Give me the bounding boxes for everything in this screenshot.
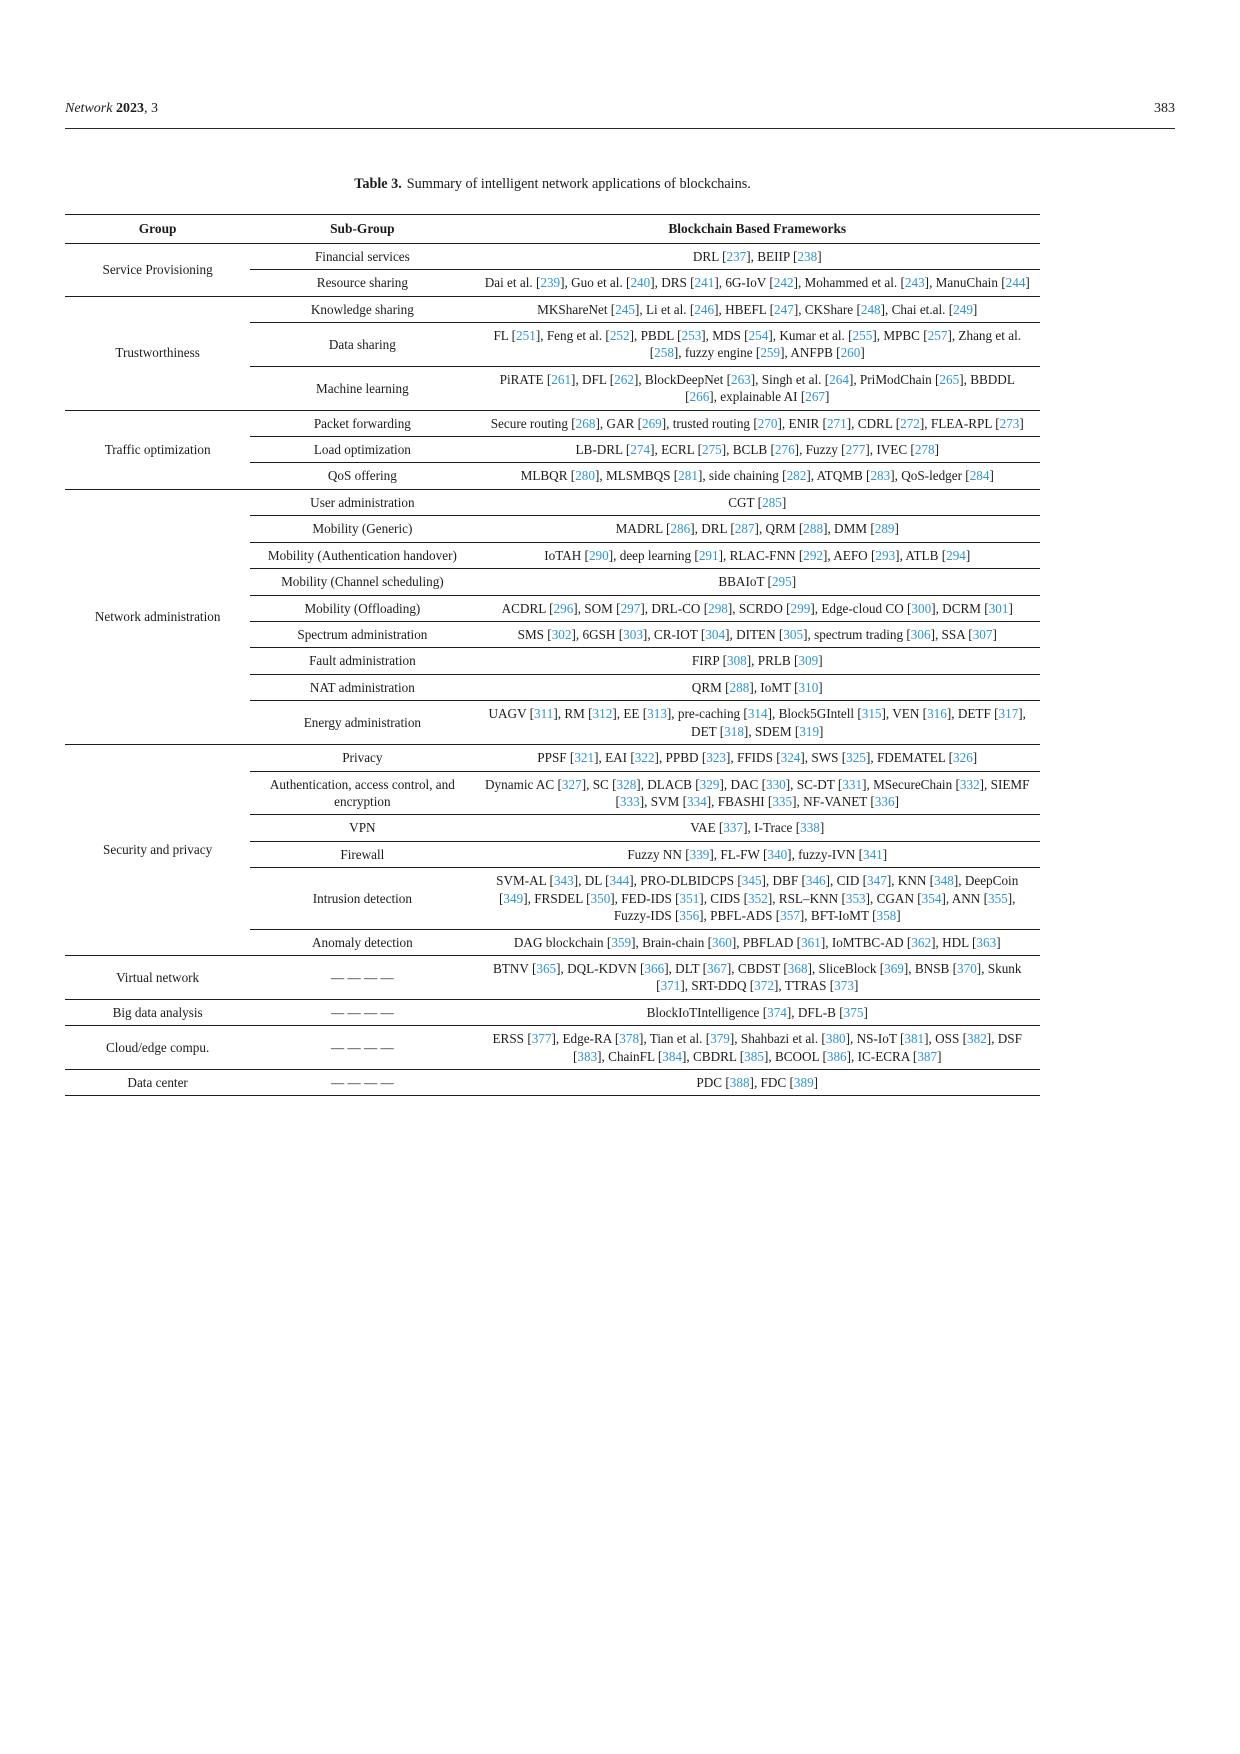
citation-link[interactable]: 356 bbox=[679, 908, 700, 924]
subgroup-cell: Privacy bbox=[250, 745, 474, 771]
citation-link[interactable]: 290 bbox=[588, 547, 609, 563]
citation-link[interactable]: 389 bbox=[793, 1075, 814, 1091]
citation-link[interactable]: 287 bbox=[734, 521, 755, 537]
citation-link[interactable]: 360 bbox=[712, 934, 732, 950]
frameworks-cell: FL [251], Feng et al. [252], PBDL [253], MDS [254], Kumar et al. [255], MPBC [257], Zhang et al. [258], fuzzy engine [259], ANFPB [260] bbox=[475, 322, 1041, 366]
summary-table bbox=[65, 214, 1040, 1096]
subgroup-cell: Mobility (Channel scheduling) bbox=[250, 569, 474, 595]
citation-link[interactable]: 321 bbox=[574, 750, 595, 766]
citation-link[interactable]: 332 bbox=[959, 776, 980, 792]
citation-link[interactable]: 319 bbox=[799, 723, 820, 739]
citation-link[interactable]: 305 bbox=[783, 627, 804, 643]
citation-link[interactable]: 270 bbox=[757, 415, 778, 431]
table-caption bbox=[65, 176, 1040, 193]
frameworks-cell: DAG blockchain [359], Brain-chain [360], PBFLAD [361], IoMTBC-AD [362], HDL [363] bbox=[475, 929, 1041, 955]
subgroup-cell: Firewall bbox=[250, 841, 474, 867]
group-cell: Trustworthiness bbox=[65, 296, 250, 410]
citation-link[interactable]: 362 bbox=[911, 934, 932, 950]
citation-link[interactable]: 377 bbox=[531, 1031, 552, 1047]
frameworks-cell: MLBQR [280], MLSMBQS [281], side chaining [282], ATQMB [283], QoS-ledger [284] bbox=[475, 463, 1041, 489]
citation-link[interactable]: 381 bbox=[904, 1031, 925, 1047]
citation-link[interactable]: 248 bbox=[860, 301, 881, 317]
citation-link[interactable]: 299 bbox=[790, 600, 811, 616]
citation-link[interactable]: 249 bbox=[953, 301, 973, 317]
citation-link[interactable]: 379 bbox=[710, 1031, 730, 1047]
citation-link[interactable]: 281 bbox=[678, 468, 698, 484]
citation-link[interactable]: 318 bbox=[724, 723, 744, 739]
table-row bbox=[65, 296, 1040, 322]
subgroup-cell: Packet forwarding bbox=[250, 410, 474, 436]
frameworks-cell: SVM-AL [343], DL [344], PRO-DLBIDCPS [345], DBF [346], CID [347], KNN [348], DeepCoin [349], FRSDEL [350], FED-IDS [351], CIDS [352], RSL–KNN [353], CGAN [354], ANN [355], Fuzzy-IDS [356], PBFL-ADS [357], BFT-IoMT [358] bbox=[475, 868, 1041, 929]
citation-link[interactable]: 334 bbox=[686, 793, 707, 809]
group-cell: Cloud/edge compu. bbox=[65, 1026, 250, 1070]
citation-link[interactable]: 263 bbox=[730, 371, 751, 387]
subgroup-cell: Intrusion detection bbox=[250, 868, 474, 929]
citation-link[interactable]: 309 bbox=[798, 653, 819, 669]
citation-link[interactable]: 304 bbox=[705, 627, 726, 643]
journal-year: 2023 bbox=[115, 101, 144, 116]
citation-link[interactable]: 269 bbox=[641, 415, 662, 431]
table-row bbox=[65, 243, 1040, 269]
citation-link[interactable]: 298 bbox=[708, 600, 728, 616]
citation-link[interactable]: 333 bbox=[619, 793, 640, 809]
table-wrapper bbox=[65, 214, 1040, 1096]
subgroup-cell: Authentication, access control, and encryption bbox=[250, 771, 474, 815]
frameworks-cell: Dynamic AC [327], SC [328], DLACB [329], DAC [330], SC-DT [331], MSecureChain [332], SIEMF [333], SVM [334], FBASHI [335], NF-VANET [336] bbox=[475, 771, 1041, 815]
citation-link[interactable]: 271 bbox=[826, 415, 847, 431]
citation-link[interactable]: 266 bbox=[689, 389, 710, 405]
subgroup-cell: Machine learning bbox=[250, 366, 474, 410]
table-body bbox=[65, 243, 1040, 1096]
subgroup-cell: — — — — bbox=[250, 999, 474, 1025]
frameworks-cell: UAGV [311], RM [312], EE [313], pre-caching [314], Block5GIntell [315], VEN [316], DETF [317], DET [318], SDEM [319] bbox=[475, 701, 1041, 745]
citation-link[interactable]: 278 bbox=[914, 442, 935, 458]
citation-link[interactable]: 380 bbox=[825, 1031, 846, 1047]
citation-link[interactable]: 325 bbox=[846, 750, 866, 766]
citation-link[interactable]: 237 bbox=[726, 248, 747, 264]
citation-link[interactable]: 297 bbox=[620, 600, 641, 616]
citation-link[interactable]: 280 bbox=[575, 468, 595, 484]
citation-link[interactable]: 306 bbox=[910, 627, 931, 643]
citation-link[interactable]: 378 bbox=[619, 1031, 640, 1047]
citation-link[interactable]: 327 bbox=[561, 776, 582, 792]
citation-link[interactable]: 301 bbox=[988, 600, 1009, 616]
citation-link[interactable]: 265 bbox=[939, 371, 960, 387]
subgroup-cell: Mobility (Authentication handover) bbox=[250, 542, 474, 568]
citation-link[interactable]: 294 bbox=[946, 547, 966, 563]
subgroup-cell: NAT administration bbox=[250, 674, 474, 700]
citation-link[interactable]: 371 bbox=[660, 978, 681, 994]
subgroup-cell: Fault administration bbox=[250, 648, 474, 674]
journal-issue: , 3 bbox=[143, 101, 158, 116]
citation-link[interactable]: 291 bbox=[698, 547, 719, 563]
frameworks-cell: Fuzzy NN [339], FL-FW [340], fuzzy-IVN [341] bbox=[475, 841, 1041, 867]
citation-link[interactable]: 353 bbox=[845, 890, 866, 906]
frameworks-cell: Dai et al. [239], Guo et al. [240], DRS [241], 6G-IoV [242], Mohammed et al. [243], ManuChain [244] bbox=[475, 270, 1041, 296]
table-row bbox=[65, 1070, 1040, 1096]
citation-link[interactable]: 292 bbox=[803, 547, 823, 563]
citation-link[interactable]: 268 bbox=[575, 415, 596, 431]
subgroup-cell: — — — — bbox=[250, 1070, 474, 1096]
frameworks-cell: IoTAH [290], deep learning [291], RLAC-FNN [292], AEFO [293], ATLB [294] bbox=[475, 542, 1041, 568]
citation-link[interactable]: 264 bbox=[829, 371, 849, 387]
citation-link[interactable]: 244 bbox=[1005, 275, 1026, 291]
journal-name: Network bbox=[65, 101, 113, 116]
table-row bbox=[65, 745, 1040, 771]
citation-link[interactable]: 335 bbox=[772, 793, 793, 809]
header-row bbox=[65, 215, 1040, 244]
citation-link[interactable]: 315 bbox=[861, 706, 882, 722]
table-row bbox=[65, 955, 1040, 999]
citation-link[interactable]: 373 bbox=[834, 978, 854, 994]
citation-link[interactable]: 331 bbox=[842, 776, 863, 792]
frameworks-cell: PPSF [321], EAI [322], PPBD [323], FFIDS [324], SWS [325], FDEMATEL [326] bbox=[475, 745, 1041, 771]
table-row bbox=[65, 410, 1040, 436]
citation-link[interactable]: 274 bbox=[630, 442, 651, 458]
frameworks-cell: LB-DRL [274], ECRL [275], BCLB [276], Fuzzy [277], IVEC [278] bbox=[475, 437, 1041, 463]
running-head bbox=[65, 101, 1175, 129]
table-row bbox=[65, 489, 1040, 515]
citation-link[interactable]: 374 bbox=[767, 1004, 787, 1020]
citation-link[interactable]: 341 bbox=[862, 846, 883, 862]
group-cell: Data center bbox=[65, 1070, 250, 1096]
citation-link[interactable]: 348 bbox=[934, 873, 954, 889]
group-cell: Virtual network bbox=[65, 955, 250, 999]
table-row bbox=[65, 1026, 1040, 1070]
frameworks-cell: PiRATE [261], DFL [262], BlockDeepNet [263], Singh et al. [264], PriModChain [265], BBDDL [266], explainable AI [267] bbox=[475, 366, 1041, 410]
frameworks-cell: VAE [337], I-Trace [338] bbox=[475, 815, 1041, 841]
frameworks-cell: MADRL [286], DRL [287], QRM [288], DMM [289] bbox=[475, 516, 1041, 542]
citation-link[interactable]: 257 bbox=[927, 327, 948, 343]
citation-link[interactable]: 386 bbox=[826, 1048, 847, 1064]
citation-link[interactable]: 238 bbox=[797, 248, 818, 264]
citation-link[interactable]: 243 bbox=[904, 275, 925, 291]
citation-link[interactable]: 387 bbox=[917, 1048, 938, 1064]
citation-link[interactable]: 289 bbox=[874, 521, 895, 537]
frameworks-cell: SMS [302], 6GSH [303], CR-IOT [304], DITEN [305], spectrum trading [306], SSA [307] bbox=[475, 622, 1041, 648]
citation-link[interactable]: 254 bbox=[748, 327, 769, 343]
group-cell: Service Provisioning bbox=[65, 243, 250, 296]
citation-link[interactable]: 259 bbox=[760, 345, 781, 361]
citation-link[interactable]: 346 bbox=[805, 873, 826, 889]
frameworks-cell: BBAIoT [295] bbox=[475, 569, 1041, 595]
citation-link[interactable]: 338 bbox=[800, 820, 820, 836]
citation-link[interactable]: 326 bbox=[953, 750, 973, 766]
citation-link[interactable]: 365 bbox=[536, 960, 557, 976]
citation-link[interactable]: 239 bbox=[540, 275, 561, 291]
citation-link[interactable]: 345 bbox=[741, 873, 762, 889]
citation-link[interactable]: 370 bbox=[957, 960, 977, 976]
subgroup-cell: Mobility (Generic) bbox=[250, 516, 474, 542]
citation-link[interactable]: 388 bbox=[729, 1075, 750, 1091]
citation-link[interactable]: 253 bbox=[681, 327, 702, 343]
citation-link[interactable]: 275 bbox=[701, 442, 722, 458]
citation-link[interactable]: 314 bbox=[747, 706, 768, 722]
citation-link[interactable]: 358 bbox=[876, 908, 897, 924]
citation-link[interactable]: 350 bbox=[590, 890, 611, 906]
group-cell: Traffic optimization bbox=[65, 410, 250, 489]
citation-link[interactable]: 347 bbox=[867, 873, 887, 889]
citation-link[interactable]: 375 bbox=[843, 1004, 864, 1020]
frameworks-cell: PDC [388], FDC [389] bbox=[475, 1070, 1041, 1096]
citation-link[interactable]: 340 bbox=[767, 846, 788, 862]
citation-link[interactable]: 312 bbox=[592, 706, 613, 722]
citation-link[interactable]: 242 bbox=[773, 275, 794, 291]
subgroup-cell: Knowledge sharing bbox=[250, 296, 474, 322]
citation-link[interactable]: 293 bbox=[875, 547, 896, 563]
citation-link[interactable]: 344 bbox=[609, 873, 630, 889]
citation-link[interactable]: 330 bbox=[765, 776, 786, 792]
citation-link[interactable]: 255 bbox=[852, 327, 873, 343]
citation-link[interactable]: 328 bbox=[616, 776, 637, 792]
subgroup-cell: Energy administration bbox=[250, 701, 474, 745]
group-cell: Security and privacy bbox=[65, 745, 250, 956]
frameworks-cell: ERSS [377], Edge-RA [378], Tian et al. [379], Shahbazi et al. [380], NS-IoT [381], OSS [382], DSF [383], ChainFL [384], CBDRL [385], BCOOL [386], IC-ECRA [387] bbox=[475, 1026, 1041, 1070]
citation-link[interactable]: 317 bbox=[998, 706, 1019, 722]
citation-link[interactable]: 286 bbox=[670, 521, 691, 537]
col-header-group: Group bbox=[65, 215, 250, 244]
frameworks-cell: CGT [285] bbox=[475, 489, 1041, 515]
citation-link[interactable]: 262 bbox=[614, 371, 634, 387]
citation-link[interactable]: 310 bbox=[798, 679, 819, 695]
citation-link[interactable]: 288 bbox=[729, 679, 750, 695]
citation-link[interactable]: 284 bbox=[969, 468, 990, 484]
subgroup-cell: Anomaly detection bbox=[250, 929, 474, 955]
frameworks-cell: QRM [288], IoMT [310] bbox=[475, 674, 1041, 700]
citation-link[interactable]: 295 bbox=[771, 574, 792, 590]
subgroup-cell: Data sharing bbox=[250, 322, 474, 366]
citation-link[interactable]: 384 bbox=[662, 1048, 683, 1064]
frameworks-cell: Secure routing [268], GAR [269], trusted routing [270], ENIR [271], CDRL [272], FLEA-RPL [273] bbox=[475, 410, 1041, 436]
citation-link[interactable]: 369 bbox=[884, 960, 904, 976]
citation-link[interactable]: 383 bbox=[577, 1048, 598, 1064]
citation-link[interactable]: 382 bbox=[967, 1031, 987, 1047]
citation-link[interactable]: 251 bbox=[516, 327, 536, 343]
citation-link[interactable]: 308 bbox=[726, 653, 747, 669]
col-header-frameworks: Blockchain Based Frameworks bbox=[475, 215, 1041, 244]
citation-link[interactable]: 354 bbox=[921, 890, 942, 906]
subgroup-cell: QoS offering bbox=[250, 463, 474, 489]
citation-link[interactable]: 316 bbox=[927, 706, 947, 722]
group-cell: Big data analysis bbox=[65, 999, 250, 1025]
citation-link[interactable]: 323 bbox=[706, 750, 726, 766]
citation-link[interactable]: 324 bbox=[780, 750, 801, 766]
subgroup-cell: Spectrum administration bbox=[250, 622, 474, 648]
table-caption-text: Summary of intelligent network applications of blockchains. bbox=[406, 176, 751, 192]
citation-link[interactable]: 272 bbox=[900, 415, 920, 431]
citation-link[interactable]: 366 bbox=[644, 960, 665, 976]
citation-link[interactable]: 361 bbox=[801, 934, 821, 950]
citation-link[interactable]: 349 bbox=[503, 890, 524, 906]
subgroup-cell: Load optimization bbox=[250, 437, 474, 463]
frameworks-cell: FIRP [308], PRLB [309] bbox=[475, 648, 1041, 674]
citation-link[interactable]: 336 bbox=[874, 793, 895, 809]
citation-link[interactable]: 351 bbox=[679, 890, 700, 906]
citation-link[interactable]: 300 bbox=[911, 600, 932, 616]
citation-link[interactable]: 241 bbox=[694, 275, 715, 291]
citation-link[interactable]: 343 bbox=[553, 873, 574, 889]
page-number: 383 bbox=[1154, 101, 1175, 116]
citation-link[interactable]: 273 bbox=[999, 415, 1020, 431]
citation-link[interactable]: 363 bbox=[976, 934, 997, 950]
subgroup-cell: User administration bbox=[250, 489, 474, 515]
citation-link[interactable]: 246 bbox=[694, 301, 715, 317]
citation-link[interactable]: 261 bbox=[551, 371, 572, 387]
table-row bbox=[65, 999, 1040, 1025]
journal-reference bbox=[65, 101, 158, 117]
citation-link[interactable]: 311 bbox=[534, 706, 554, 722]
citation-link[interactable]: 277 bbox=[845, 442, 866, 458]
citation-link[interactable]: 385 bbox=[744, 1048, 764, 1064]
citation-link[interactable]: 372 bbox=[754, 978, 774, 994]
citation-link[interactable]: 367 bbox=[707, 960, 727, 976]
citation-link[interactable]: 240 bbox=[630, 275, 651, 291]
citation-link[interactable]: 339 bbox=[689, 846, 710, 862]
citation-link[interactable]: 359 bbox=[611, 934, 632, 950]
citation-link[interactable]: 258 bbox=[654, 345, 674, 361]
frameworks-cell: BlockIoTIntelligence [374], DFL-B [375] bbox=[475, 999, 1041, 1025]
group-cell: Network administration bbox=[65, 489, 250, 744]
frameworks-cell: DRL [237], BEIIP [238] bbox=[475, 243, 1041, 269]
citation-link[interactable]: 288 bbox=[803, 521, 824, 537]
citation-link[interactable]: 283 bbox=[870, 468, 891, 484]
citation-link[interactable]: 260 bbox=[840, 345, 861, 361]
citation-link[interactable]: 355 bbox=[987, 890, 1008, 906]
subgroup-cell: — — — — bbox=[250, 955, 474, 999]
frameworks-cell: ACDRL [296], SOM [297], DRL-CO [298], SCRDO [299], Edge-cloud CO [300], DCRM [301] bbox=[475, 595, 1041, 621]
citation-link[interactable]: 307 bbox=[972, 627, 993, 643]
citation-link[interactable]: 285 bbox=[762, 494, 782, 510]
citation-link[interactable]: 322 bbox=[634, 750, 655, 766]
citation-link[interactable]: 329 bbox=[699, 776, 720, 792]
subgroup-cell: Resource sharing bbox=[250, 270, 474, 296]
citation-link[interactable]: 303 bbox=[623, 627, 643, 643]
citation-link[interactable]: 296 bbox=[553, 600, 574, 616]
col-header-subgroup: Sub-Group bbox=[250, 215, 474, 244]
table-caption-label: Table 3. bbox=[354, 176, 402, 192]
citation-link[interactable]: 313 bbox=[647, 706, 667, 722]
citation-link[interactable]: 247 bbox=[774, 301, 794, 317]
citation-link[interactable]: 352 bbox=[748, 890, 768, 906]
subgroup-cell: Mobility (Offloading) bbox=[250, 595, 474, 621]
citation-link[interactable]: 245 bbox=[615, 301, 635, 317]
frameworks-cell: MKShareNet [245], Li et al. [246], HBEFL [247], CKShare [248], Chai et.al. [249] bbox=[475, 296, 1041, 322]
citation-link[interactable]: 252 bbox=[609, 327, 630, 343]
frameworks-cell: BTNV [365], DQL-KDVN [366], DLT [367], CBDST [368], SliceBlock [369], BNSB [370], Skunk [371], SRT-DDQ [372], TTRAS [373] bbox=[475, 955, 1041, 999]
citation-link[interactable]: 368 bbox=[787, 960, 808, 976]
citation-link[interactable]: 337 bbox=[723, 820, 744, 836]
citation-link[interactable]: 282 bbox=[786, 468, 807, 484]
subgroup-cell: — — — — bbox=[250, 1026, 474, 1070]
citation-link[interactable]: 267 bbox=[805, 389, 825, 405]
citation-link[interactable]: 357 bbox=[780, 908, 800, 924]
citation-link[interactable]: 276 bbox=[774, 442, 795, 458]
subgroup-cell: Financial services bbox=[250, 243, 474, 269]
subgroup-cell: VPN bbox=[250, 815, 474, 841]
citation-link[interactable]: 302 bbox=[551, 627, 572, 643]
